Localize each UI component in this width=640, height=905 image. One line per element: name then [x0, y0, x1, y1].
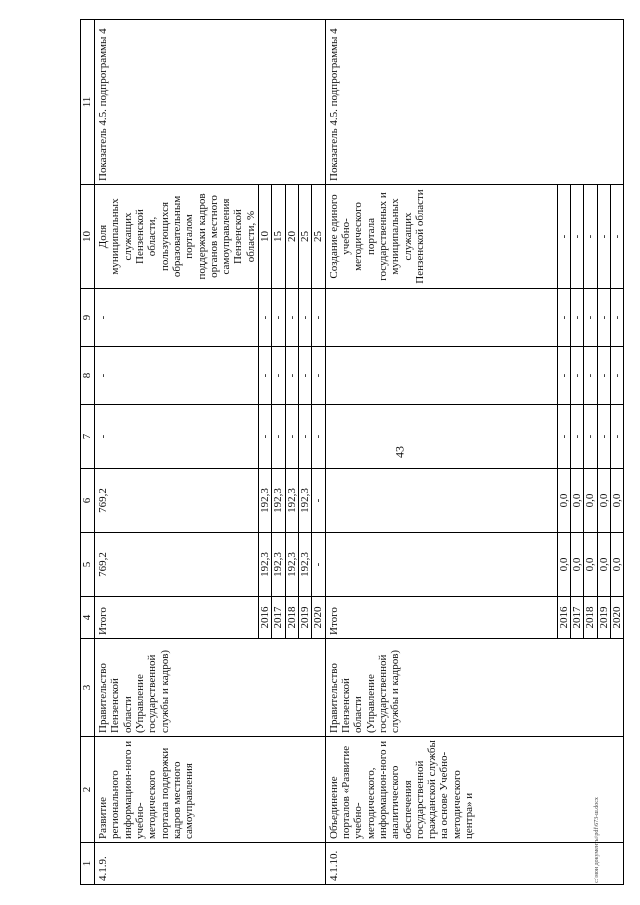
value-cell: - [259, 289, 272, 347]
value-cell: - [570, 347, 583, 405]
page-number: 43 [392, 446, 407, 458]
value-cell: - [299, 347, 312, 405]
value-cell: 192,3 [299, 533, 312, 597]
value-cell: 0,0 [557, 469, 570, 533]
total-col8: - [95, 347, 259, 405]
total-col8 [325, 347, 557, 405]
column-header: 1 [81, 843, 95, 885]
column-header: 8 [81, 347, 95, 405]
value-cell: - [272, 289, 285, 347]
header-row [81, 20, 95, 885]
table-row [325, 20, 557, 885]
program-table [80, 19, 624, 885]
value-cell: - [312, 533, 325, 597]
column-header: 9 [81, 289, 95, 347]
value-cell: 192,3 [272, 469, 285, 533]
year-cell: 2019 [597, 597, 610, 639]
value-cell: 25 [312, 185, 325, 289]
value-cell: 192,3 [272, 533, 285, 597]
value-cell: - [285, 405, 298, 469]
total-label: Итого [325, 597, 557, 639]
row-number: 4.1.10. [325, 843, 624, 885]
total-col6 [325, 469, 557, 533]
value-cell: - [285, 289, 298, 347]
column-header: 6 [81, 469, 95, 533]
value-cell: - [584, 405, 597, 469]
value-cell: - [570, 185, 583, 289]
measure-name: Объединение порталов «Развитие учебно-методического, информацион-ного и аналитического обеспечения государственной гражданской службы на основе Учебно-методического центра» и [325, 737, 624, 843]
year-cell: 2018 [584, 597, 597, 639]
value-cell: - [272, 405, 285, 469]
indicator-name: Создание единого учебно-методического портала государственных и муниципальных служащих Пензенской области [325, 185, 557, 289]
indicator-reference: Показатель 4.5. подпрограммы 4 [95, 20, 326, 185]
value-cell: 0,0 [557, 533, 570, 597]
column-header: 5 [81, 533, 95, 597]
value-cell: 0,0 [584, 533, 597, 597]
value-cell: - [610, 289, 623, 347]
value-cell: 192,3 [299, 469, 312, 533]
total-col6: 769,2 [95, 469, 259, 533]
table-body [95, 20, 624, 885]
value-cell: 0,0 [610, 469, 623, 533]
value-cell: - [285, 347, 298, 405]
value-cell: 15 [272, 185, 285, 289]
rotated-table-area [80, 20, 623, 885]
total-label: Итого [95, 597, 259, 639]
value-cell: - [597, 405, 610, 469]
value-cell: - [557, 289, 570, 347]
year-cell: 2017 [272, 597, 285, 639]
value-cell: - [557, 185, 570, 289]
value-cell: - [312, 289, 325, 347]
value-cell: 0,0 [597, 533, 610, 597]
value-cell: - [557, 405, 570, 469]
value-cell: 10 [259, 185, 272, 289]
value-cell: - [299, 405, 312, 469]
year-cell: 2019 [299, 597, 312, 639]
row-number: 4.1.9. [95, 843, 326, 885]
year-cell: 2020 [610, 597, 623, 639]
value-cell: - [259, 347, 272, 405]
value-cell: 192,3 [285, 533, 298, 597]
value-cell: - [584, 185, 597, 289]
total-col7: - [95, 405, 259, 469]
total-col9 [325, 289, 557, 347]
year-cell: 2020 [312, 597, 325, 639]
indicator-name: Доля муниципальных служащих Пензенской области, пользующихся образовательным порталом поддержки кадров органов местного самоуправления Пензенской области, % [95, 185, 259, 289]
total-col5 [325, 533, 557, 597]
value-cell: 0,0 [597, 469, 610, 533]
column-header: 7 [81, 405, 95, 469]
value-cell: 20 [285, 185, 298, 289]
column-header: 4 [81, 597, 95, 639]
column-header: 3 [81, 639, 95, 737]
total-col9: - [95, 289, 259, 347]
value-cell: - [570, 405, 583, 469]
column-header: 2 [81, 737, 95, 843]
value-cell: 0,0 [570, 533, 583, 597]
value-cell: - [610, 185, 623, 289]
value-cell: 192,3 [259, 533, 272, 597]
value-cell: 192,3 [285, 469, 298, 533]
value-cell: 25 [299, 185, 312, 289]
value-cell: - [299, 289, 312, 347]
executor: Правительство Пензенской области (Управление государственной службы и кадров) [325, 639, 624, 737]
program-table-wrapper [80, 20, 623, 885]
value-cell: - [259, 405, 272, 469]
column-header: 10 [81, 185, 95, 289]
table-row [95, 20, 259, 885]
value-cell: - [312, 347, 325, 405]
measure-name: Развитие регионального информацион-ного и учебно-методического портала поддержки кадров местного самоуправления [95, 737, 326, 843]
year-cell: 2017 [570, 597, 583, 639]
value-cell: - [570, 289, 583, 347]
value-cell: - [557, 347, 570, 405]
value-cell: 192,3 [259, 469, 272, 533]
value-cell: - [272, 347, 285, 405]
executor: Правительство Пензенской области (Управление государственной службы и кадров) [95, 639, 326, 737]
value-cell: 0,0 [610, 533, 623, 597]
total-col7 [325, 405, 557, 469]
value-cell: 0,0 [570, 469, 583, 533]
value-cell: - [584, 289, 597, 347]
value-cell: 0,0 [584, 469, 597, 533]
value-cell: - [597, 289, 610, 347]
year-cell: 2016 [557, 597, 570, 639]
indicator-reference: Показатель 4.5. подпрограммы 4 [325, 20, 624, 185]
year-cell: 2018 [285, 597, 298, 639]
value-cell: - [610, 347, 623, 405]
value-cell: - [312, 405, 325, 469]
value-cell: - [597, 347, 610, 405]
value-cell: - [584, 347, 597, 405]
column-header: 11 [81, 20, 95, 185]
value-cell: - [610, 405, 623, 469]
year-cell: 2016 [259, 597, 272, 639]
total-col5: 769,2 [95, 533, 259, 597]
value-cell: - [597, 185, 610, 289]
value-cell: - [312, 469, 325, 533]
document-path: c:\мои документы\pdf\673-ш.docx [594, 797, 600, 883]
